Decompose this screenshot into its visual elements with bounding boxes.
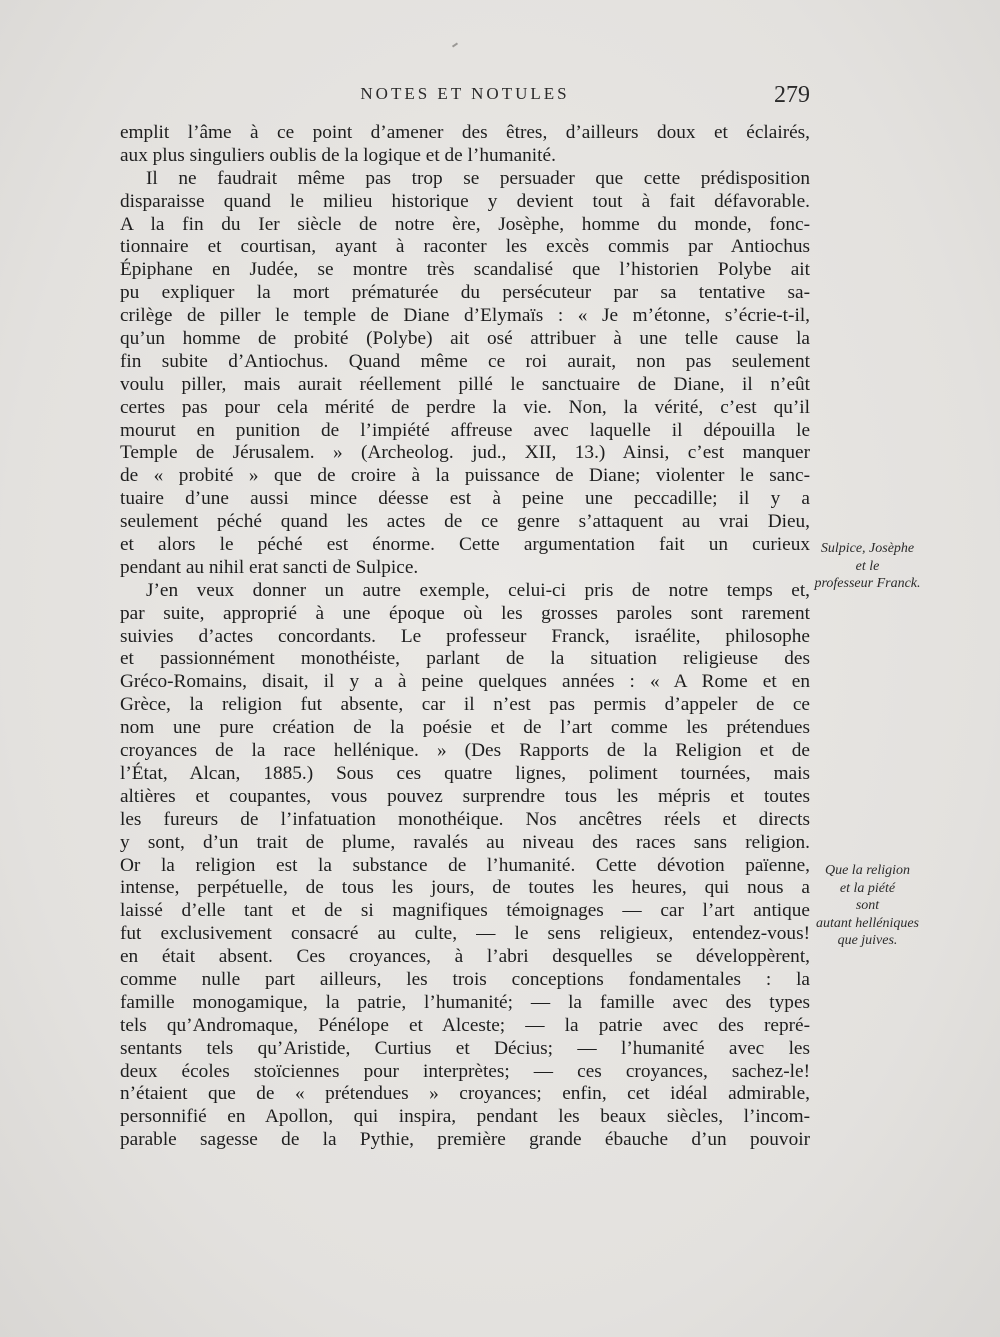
text-line: seulement péché quand les actes de ce genre s’attaquent au vrai Dieu,: [120, 511, 810, 533]
text-line: sentants tels qu’Aristide, Curtius et Décius; — l’humanité avec les: [120, 1037, 810, 1059]
text-line: famille monogamique, la patrie, l’humanité; — la famille avec des types: [120, 991, 810, 1013]
text-line: parable sagesse de la Pythie, première grande ébauche d’un pouvoir: [120, 1129, 810, 1151]
text-line: en était absent. Ces croyances, à l’abri desquelles se développèrent,: [120, 946, 810, 968]
text-line: altières et coupantes, vous pouvez surprendre tous les mépris et toutes: [120, 785, 810, 807]
text-line: mourut en punition de l’impiété affreuse avec laquelle il dépouilla le: [120, 419, 810, 441]
text-line: qu’un homme de probité (Polybe) ait osé attribuer à une telle cause la: [120, 328, 810, 350]
text-line: de « probité » que de croire à la puissance de Diane; violenter le sanc-: [120, 465, 810, 487]
text-line: Gréco-Romains, disait, il y a à peine quelques années : « A Rome et en: [120, 671, 810, 693]
text-line: et alors le péché est énorme. Cette argumentation fait un curieux: [120, 534, 810, 556]
text-line: comme nulle part ailleurs, les trois conceptions fondamentales : la: [120, 968, 810, 990]
text-line: croyances de la race hellénique. » (Des Rapports de la Religion et de: [120, 740, 810, 762]
text-line: tionnaire et courtisan, ayant à raconter les excès commis par Antiochus: [120, 236, 810, 258]
text-line: suivies d’actes concordants. Le professeur Franck, israélite, philosophe: [120, 625, 810, 647]
page-number: 279: [774, 82, 810, 108]
text-line: Épiphane en Judée, se montre très scandalisé que l’historien Polybe ait: [120, 259, 810, 281]
text-line: fin subite d’Antiochus. Quand même ce roi aurait, non pas seulement: [120, 350, 810, 372]
margin-note-line: Que la religion: [824, 863, 911, 878]
text-line: par suite, approprié à une époque où les grosses paroles sont rarement: [120, 602, 810, 624]
margin-note-sulpice: [800, 540, 935, 593]
text-line: les fureurs de l’infatuation monothéique. Nos ancêtres réels et directs: [120, 808, 810, 830]
text-line: tuaire d’une aussi mince déesse est à peine une peccadille; il y a: [120, 488, 810, 510]
text-line: aux plus singuliers oublis de la logique et de l’humanité.: [120, 144, 556, 166]
running-head: [120, 84, 810, 112]
margin-note-line: et le: [855, 558, 880, 574]
text-line: voulu piller, mais aurait réellement pillé le sanctuaire de Diane, il n’eût: [120, 373, 810, 395]
ink-mark: [452, 42, 458, 47]
margin-note-religion: [800, 862, 935, 950]
margin-note-line: professeur Franck.: [814, 576, 921, 591]
text-line: personnifié en Apollon, qui inspira, pendant les beaux siècles, l’incom-: [120, 1106, 810, 1128]
text-line: J’en veux donner un autre exemple, celui-ci pris de notre temps et,: [146, 579, 810, 601]
text-line: laissé d’elle tant et de si magnifiques témoignages — car l’art antique: [120, 900, 810, 922]
text-line: Or la religion est la substance de l’humanité. Cette dévotion païenne,: [120, 854, 810, 876]
text-line: deux écoles stoïciennes pour interprètes; — ces croyances, sachez-le!: [120, 1060, 810, 1082]
margin-note-line: que juives.: [837, 933, 898, 948]
margin-note-line: autant helléniques: [815, 915, 920, 931]
margin-note-line: Sulpice, Josèphe: [820, 541, 915, 556]
running-title: NOTES ET NOTULES: [360, 84, 570, 103]
text-line: intense, perpétuelle, de tous les jours, de toutes les heures, qui nous a: [120, 877, 810, 899]
text-line: fut exclusivement consacré au culte, — le sens religieux, entendez-vous!: [120, 923, 810, 945]
text-line: emplit l’âme à ce point d’amener des êtres, d’ailleurs doux et éclairés,: [120, 122, 810, 143]
text-line: pu expliquer la mort prématurée du persécuteur par sa tentative sa-: [120, 282, 810, 304]
text-line: nom une pure création de la poésie et de l’art comme les prétendues: [120, 717, 810, 739]
text-line: pendant au nihil erat sancti de Sulpice.: [120, 556, 419, 578]
text-line: et passionnément monothéiste, parlant de la situation religieuse des: [120, 648, 810, 670]
text-line: tels qu’Andromaque, Pénélope et Alceste; — la patrie avec des repré-: [120, 1014, 810, 1036]
text-line: crilège de piller le temple de Diane d’Elymaïs : « Je m’étonne, s’écrie-t-il,: [120, 305, 810, 327]
text-line: certes pas pour cela mérité de perdre la vie. Non, la vérité, c’est qu’il: [120, 396, 810, 418]
margin-note-line: sont: [855, 898, 880, 913]
body-text: [120, 122, 810, 1152]
text-line: A la fin du Ier siècle de notre ère, Josèphe, homme du monde, fonc-: [120, 213, 810, 235]
text-line: Temple de Jérusalem. » (Archeolog. jud., XII, 13.) Ainsi, c’est manquer: [120, 442, 810, 464]
text-line: l’État, Alcan, 1885.) Sous ces quatre lignes, poliment tournées, mais: [120, 762, 810, 784]
text-line: Grèce, la religion fut absente, car il n’est pas permis d’appeler de ce: [120, 694, 810, 716]
text-line: disparaisse quand le milieu historique y devient tout à fait défavorable.: [120, 190, 810, 212]
text-line: y sont, d’un trait de plume, ravalés au niveau des races sans religion.: [120, 831, 810, 853]
text-line: n’étaient que de « prétendues » croyances; enfin, cet idéal admirable,: [120, 1083, 810, 1105]
margin-note-line: et la piété: [839, 880, 896, 896]
text-line: Il ne faudrait même pas trop se persuader que cette prédisposition: [146, 167, 810, 189]
